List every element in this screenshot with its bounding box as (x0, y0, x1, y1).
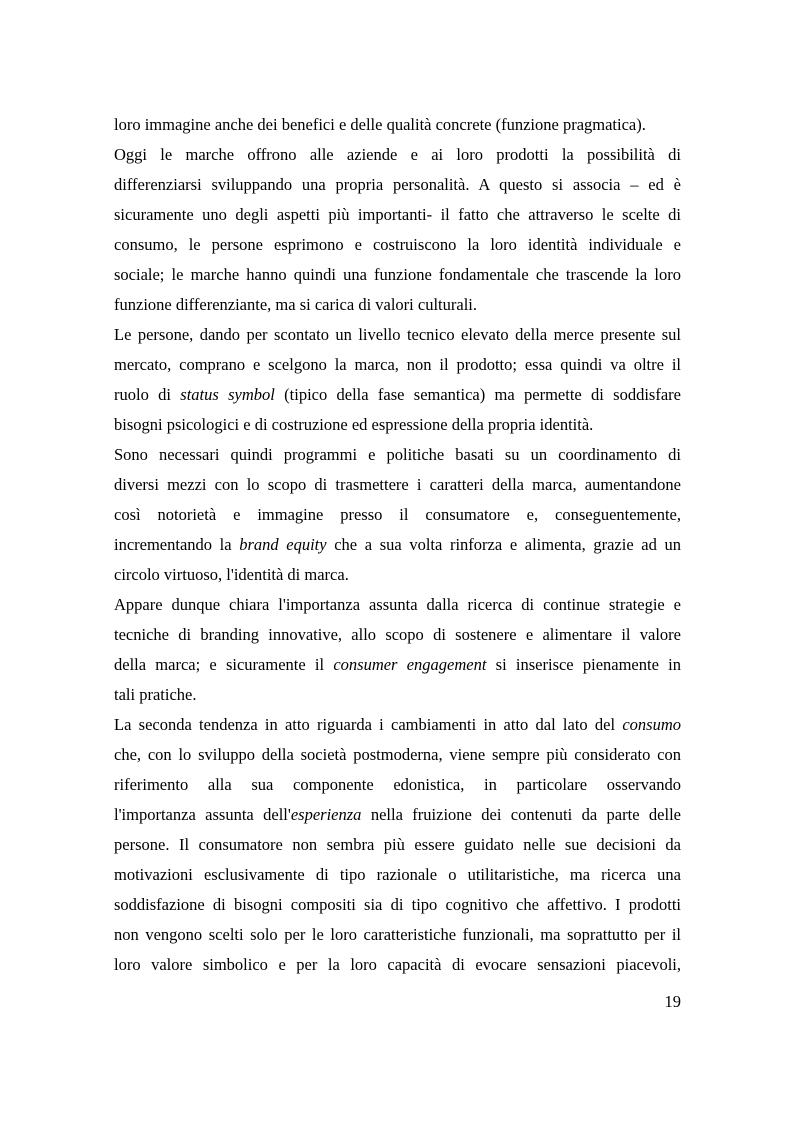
text-line: sociale; le marche hanno quindi una funzione fondamentale che trascende la loro (114, 265, 681, 284)
text-line: mercato, comprano e scelgono la marca, non il prodotto; essa quindi va oltre il (114, 355, 681, 374)
text-line (114, 380, 681, 410)
text-segment: l'importanza assunta dell' (114, 805, 291, 824)
text-line: riferimento alla sua componente edonistica, in particolare osservando (114, 775, 681, 794)
text-line: loro valore simbolico e per la loro capacità di evocare sensazioni piacevoli, (114, 955, 681, 974)
text-line: Appare dunque chiara l'importanza assunta dalla ricerca di continue strategie e (114, 595, 681, 614)
text-line: differenziarsi sviluppando una propria personalità. A questo si associa – ed è (114, 175, 681, 194)
text-line: diversi mezzi con lo scopo di trasmettere i caratteri della marca, aumentandone (114, 475, 681, 494)
italic-term: consumer engagement (333, 655, 487, 674)
text-segment: (tipico della fase semantica) ma permette di soddisfare (274, 385, 681, 404)
italic-term: esperienza (290, 805, 362, 824)
text-segment: della marca; e sicuramente il (114, 655, 334, 674)
text-line: motivazioni esclusivamente di tipo razionale o utilitaristiche, ma ricerca una (114, 865, 681, 884)
text-line: loro immagine anche dei benefici e delle qualità concrete (funzione pragmatica). (114, 115, 646, 134)
text-segment: che a sua volta rinforza e alimenta, grazie ad un (326, 535, 681, 554)
text-line: persone. Il consumatore non sembra più essere guidato nelle sue decisioni da (114, 835, 681, 854)
italic-term: consumo (622, 715, 681, 734)
text-line (114, 650, 681, 680)
text-line: Le persone, dando per scontato un livello tecnico elevato della merce presente sul (114, 325, 681, 344)
text-line (114, 530, 681, 560)
text-line: circolo virtuoso, l'identità di marca. (114, 565, 349, 584)
text-line (114, 710, 681, 740)
text-segment: ruolo di (114, 385, 181, 404)
text-line: soddisfazione di bisogni compositi sia di tipo cognitivo che affettivo. I prodotti (114, 895, 681, 914)
page-number: 19 (664, 992, 681, 1011)
italic-term: brand equity (239, 535, 327, 554)
text-line: Oggi le marche offrono alle aziende e ai loro prodotti la possibilità di (114, 145, 681, 164)
text-line: non vengono scelti solo per le loro caratteristiche funzionali, ma soprattutto per il (114, 925, 681, 944)
text-line: tali pratiche. (114, 685, 197, 704)
text-line: tecniche di branding innovative, allo scopo di sostenere e alimentare il valore (114, 625, 681, 644)
text-line: funzione differenziante, ma si carica di valori culturali. (114, 295, 477, 314)
text-segment: La seconda tendenza in atto riguarda i cambiamenti in atto dal lato del (114, 715, 623, 734)
italic-term: status symbol (180, 385, 275, 404)
text-line: consumo, le persone esprimono e costruiscono la loro identità individuale e (114, 235, 681, 254)
text-line: sicuramente uno degli aspetti più importanti- il fatto che attraverso le scelte di (114, 205, 681, 224)
text-line: così notorietà e immagine presso il consumatore e, conseguentemente, (114, 505, 681, 524)
text-line: Sono necessari quindi programmi e politiche basati su un coordinamento di (114, 445, 681, 464)
text-line: che, con lo sviluppo della società postmoderna, viene sempre più considerato con (114, 745, 681, 764)
text-line: bisogni psicologici e di costruzione ed espressione della propria identità. (114, 415, 594, 434)
text-segment: nella fruizione dei contenuti da parte delle (361, 805, 681, 824)
text-line (114, 800, 681, 830)
text-segment: si inserisce pienamente in (486, 655, 681, 674)
text-segment: incrementando la (114, 535, 240, 554)
